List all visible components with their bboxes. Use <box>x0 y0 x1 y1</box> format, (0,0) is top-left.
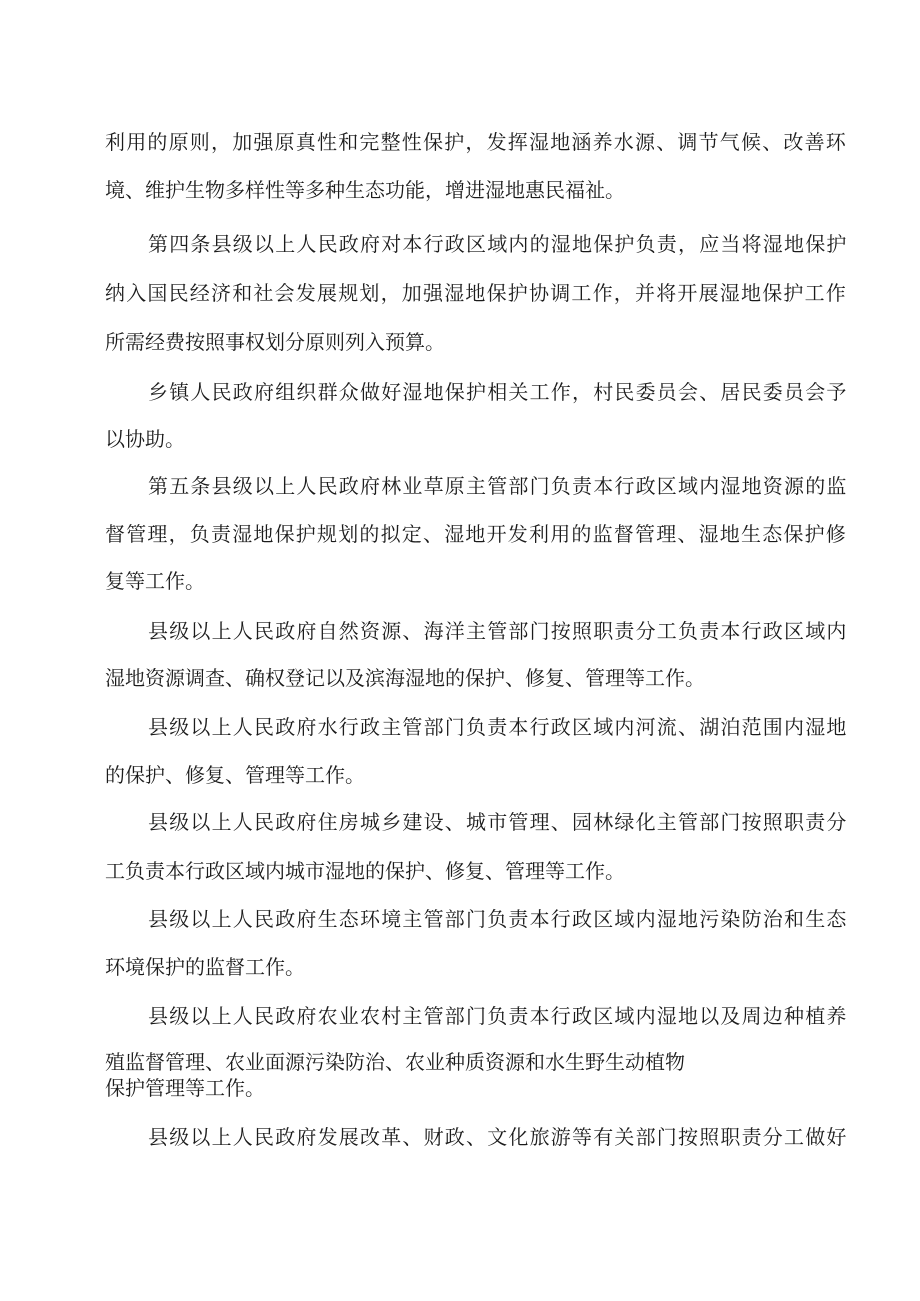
text-line: 境、维护生物多样性等多种生态功能，增进湿地惠民福祉。 <box>105 178 625 202</box>
text-line: 湿地资源调查、确权登记以及滨海湿地的保护、修复、管理等工作。 <box>105 666 705 690</box>
text-line: 殖监督管理、农业面源污染防治、农业种质资源和水生野生动植物 <box>105 1050 685 1074</box>
text-line: 县级以上人民政府住房城乡建设、城市管理、园林绿化主管部门按照职责分 <box>148 810 848 834</box>
text-line: 第五条县级以上人民政府林业草原主管部门负责本行政区域内湿地资源的监 <box>148 474 848 498</box>
text-line: 以协助。 <box>105 427 185 451</box>
text-line: 所需经费按照事权划分原则列入预算。 <box>105 330 445 354</box>
text-line: 县级以上人民政府自然资源、海洋主管部门按照职责分工负责本行政区域内 <box>148 619 848 643</box>
text-line: 乡镇人民政府组织群众做好湿地保护相关工作，村民委员会、居民委员会予 <box>148 380 848 404</box>
text-line: 纳入国民经济和社会发展规划，加强湿地保护协调工作，并将开展湿地保护工作 <box>105 281 847 305</box>
text-line: 县级以上人民政府水行政主管部门负责本行政区域内河流、湖泊范围内湿地 <box>148 715 848 739</box>
text-line: 县级以上人民政府发展改革、财政、文化旅游等有关部门按照职责分工做好 <box>148 1125 848 1149</box>
text-line: 保护管理等工作。 <box>105 1076 265 1100</box>
text-line: 县级以上人民政府生态环境主管部门负责本行政区域内湿地污染防治和生态 <box>148 907 848 931</box>
text-line: 复等工作。 <box>105 569 205 593</box>
text-line: 县级以上人民政府农业农村主管部门负责本行政区域内湿地以及周边种植养 <box>148 1004 848 1028</box>
text-line: 环境保护的监督工作。 <box>105 955 305 979</box>
text-line: 督管理，负责湿地保护规划的拟定、湿地开发利用的监督管理、湿地生态保护修 <box>105 522 847 546</box>
text-line: 的保护、修复、管理等工作。 <box>105 763 365 787</box>
text-line: 利用的原则，加强原真性和完整性保护，发挥湿地涵养水源、调节气候、改善环 <box>105 130 847 154</box>
text-line: 工负责本行政区域内城市湿地的保护、修复、管理等工作。 <box>105 859 625 883</box>
text-line: 第四条县级以上人民政府对本行政区域内的湿地保护负责，应当将湿地保护 <box>148 232 848 256</box>
